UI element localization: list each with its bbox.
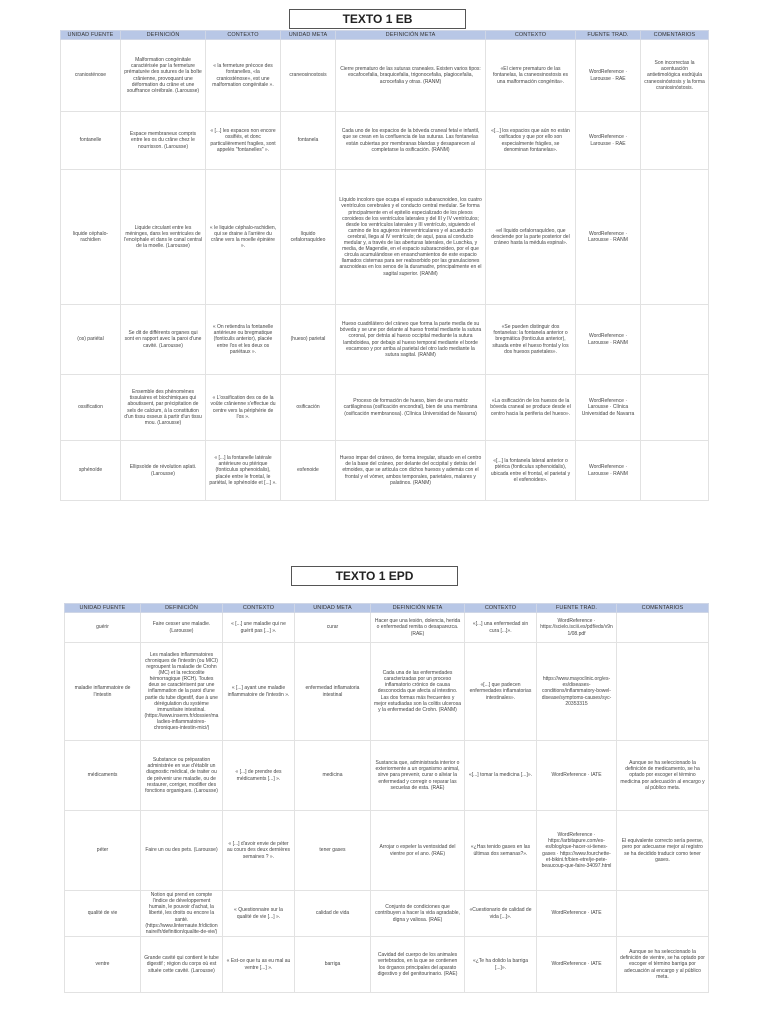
comments-cell bbox=[641, 305, 709, 375]
translation-sources-cell: WordReference · IATE bbox=[537, 891, 617, 937]
table-row bbox=[65, 613, 709, 643]
table1-header-row bbox=[61, 31, 709, 40]
comments-cell: Son incorrectas la acentuación antietimológica esdrújula craneosinóstosis y la forma craniosinóstosis. bbox=[641, 40, 709, 112]
source-unit-cell: fontanelle bbox=[61, 112, 121, 170]
comments-cell bbox=[641, 441, 709, 501]
source-unit-cell: sphénoïde bbox=[61, 441, 121, 501]
target-definition-cell: Hacer que una lesión, dolencia, herida o enfermedad remita o desaparezca. (RAE) bbox=[371, 613, 465, 643]
source-unit-cell: craniosténose bbox=[61, 40, 121, 112]
table-row bbox=[61, 375, 709, 441]
header-cell: DEFINICIÓN META bbox=[336, 31, 486, 40]
table-row bbox=[65, 643, 709, 741]
source-context-cell: « [...] la fontanelle latérale antérieure ou ptérique (fonticulus sphenoidalis), placée entre le frontal, le pariétal, le sphénoïde et [...] ». bbox=[206, 441, 281, 501]
header-cell: COMENTARIOS bbox=[641, 31, 709, 40]
translation-sources-cell: WordReference · https://scielo.isciii.es/pdf/eds/v9n1/08.pdf bbox=[537, 613, 617, 643]
target-unit-cell: craneosinostosis bbox=[281, 40, 336, 112]
source-unit-cell: maladie inflammatoire de l'intestin bbox=[65, 643, 141, 741]
table-row bbox=[65, 741, 709, 811]
table2 bbox=[64, 603, 709, 993]
table-row bbox=[61, 40, 709, 112]
target-definition-cell: Cada uno de los espacios de la bóveda craneal fetal e infantil, que se crean en la confluencia de las suturas. Las fontanelas están cubiertas por membranas blandas y desaparecen al completarse la osificación. (RANM) bbox=[336, 112, 486, 170]
translation-sources-cell: WordReference · https://arbitapure.com/es-es/blog/que-hacer-si-tienes-gases · https://www.fourchette-et-bikini.fr/bien-etre/je-pete-beaucoup-que-faire-34097.html bbox=[537, 811, 617, 891]
source-unit-cell: qualité de vie bbox=[65, 891, 141, 937]
comments-cell bbox=[641, 170, 709, 305]
header-cell: CONTEXTO bbox=[465, 604, 537, 613]
source-context-cell: « [...] une maladie qui ne guérit pas [...] ». bbox=[223, 613, 295, 643]
source-unit-cell: guérir bbox=[65, 613, 141, 643]
translation-sources-cell: WordReference · IATE bbox=[537, 937, 617, 993]
target-definition-cell: Cierre prematuro de las suturas craneales. Existen varios tipos: escafocefalia, braquicefalia, trigonocefalia, plagiocefalia, acrocefalia y otras. (RANM) bbox=[336, 40, 486, 112]
header-cell: FUENTE TRAD. bbox=[576, 31, 641, 40]
source-unit-cell: liquide céphalo-rachidien bbox=[61, 170, 121, 305]
source-definition-cell: Se dit de différents organes qui sont en rapport avec la paroi d'une cavité. (Larousse) bbox=[121, 305, 206, 375]
comments-cell bbox=[617, 891, 709, 937]
header-cell: FUENTE TRAD. bbox=[537, 604, 617, 613]
target-unit-cell: fontanela bbox=[281, 112, 336, 170]
header-cell: CONTEXTO bbox=[486, 31, 576, 40]
source-unit-cell: ossification bbox=[61, 375, 121, 441]
table-row bbox=[61, 170, 709, 305]
source-context-cell: « [...] ayant une maladie inflammatoire de l'intestin ». bbox=[223, 643, 295, 741]
header-cell: UNIDAD META bbox=[295, 604, 371, 613]
source-context-cell: « Questionnaire sur la qualité de vie [...] ». bbox=[223, 891, 295, 937]
header-cell: DEFINICIÓN bbox=[141, 604, 223, 613]
table-row bbox=[61, 441, 709, 501]
translation-sources-cell: WordReference · Larousse · RANM bbox=[576, 441, 641, 501]
target-unit-cell: osificación bbox=[281, 375, 336, 441]
table-row bbox=[65, 891, 709, 937]
target-definition-cell: Proceso de formación de hueso, bien de una matriz cartilaginosa (osificación encondral), bien de una membrana (osificación membranosa). (Clínica Universidad de Navarra) bbox=[336, 375, 486, 441]
source-unit-cell: médicaments bbox=[65, 741, 141, 811]
header-cell: UNIDAD FUENTE bbox=[65, 604, 141, 613]
target-context-cell: «el líquido cefalorraquídeo, que desciende por la parte posterior del cráneo hasta la médula espinal». bbox=[486, 170, 576, 305]
target-unit-cell: tener gases bbox=[295, 811, 371, 891]
target-definition-cell: Cada una de las enfermedades caracterizadas por un proceso inflamatorio crónico de causa desconocida que afecta al intestino. Las dos formas más frecuentes y mejor estudiadas son la colitis ulcerosa y la enfermedad de Crohn. (RANM) bbox=[371, 643, 465, 741]
translation-sources-cell: WordReference · Larousse · Clínica Universidad de Navarra bbox=[576, 375, 641, 441]
comments-cell: Aunque se ha seleccionado la definición de medicamento, se ha optado por escoger el término medicina por adecuación al encargo y al público meta. bbox=[617, 741, 709, 811]
target-context-cell: «[...] tomar la medicina [...]». bbox=[465, 741, 537, 811]
translation-sources-cell: WordReference · Larousse · RANM bbox=[576, 170, 641, 305]
header-cell: CONTEXTO bbox=[223, 604, 295, 613]
source-definition-cell: Notion qui prend en compte l'indice de développement humain, le pouvoir d'achat, la liberté, les droits ou encore la santé. (https://www.linternaute.fr/dictionnaire/fr/definition/qualite-de-vie/) bbox=[141, 891, 223, 937]
table1 bbox=[60, 30, 709, 501]
translation-sources-cell: WordReference · Larousse · RANM bbox=[576, 305, 641, 375]
source-context-cell: « Est-ce que tu as eu mal au ventre [...] ». bbox=[223, 937, 295, 993]
comments-cell bbox=[641, 375, 709, 441]
source-definition-cell: Ensemble des phénomènes tissulaires et biochimiques qui aboutissent, par précipitation de sels de calcium, à la constitution d'un tissu osseux à partir d'un tissu mou. (Larousse) bbox=[121, 375, 206, 441]
source-context-cell: « [...] de prendre des médicaments [...] ». bbox=[223, 741, 295, 811]
target-definition-cell: Arrojar o expeler la ventosidad del vientre por el ano. (RAE) bbox=[371, 811, 465, 891]
source-context-cell: « On retiendra la fontanelle antérieure ou bregmatique (fonticulis anterior), placée entre l'os et les deux os pariétaux ». bbox=[206, 305, 281, 375]
table-row bbox=[61, 112, 709, 170]
target-unit-cell: líquido cefalorraquídeo bbox=[281, 170, 336, 305]
source-context-cell: « la fermeture précoce des fontanelles, «la craniosténose», est une malformation congénitale ». bbox=[206, 40, 281, 112]
target-context-cell: «¿Te ha dolido la barriga [...]». bbox=[465, 937, 537, 993]
source-context-cell: « [...] d'avoir envie de péter au cours des deux dernières semaines ? ». bbox=[223, 811, 295, 891]
comments-cell bbox=[617, 643, 709, 741]
target-context-cell: «Se pueden distinguir dos fontanelas: la fontanela anterior o bregmática (fonticulus anterior), situada entre el hueso frontal y los dos huesos parietales». bbox=[486, 305, 576, 375]
translation-sources-cell: WordReference · IATE bbox=[537, 741, 617, 811]
target-definition-cell: Cavidad del cuerpo de los animales vertebrados, en la que se contienen los órganos principales del aparato digestivo y del genitourinario. (RAE) bbox=[371, 937, 465, 993]
comments-cell: Aunque se ha seleccionado la definición de vientre, se ha optado por escoger el término barriga por adecuación al encargo y al público meta. bbox=[617, 937, 709, 993]
header-cell: CONTEXTO bbox=[206, 31, 281, 40]
target-unit-cell: calidad de vida bbox=[295, 891, 371, 937]
source-definition-cell: Espace membraneux compris entre les os du crâne chez le nourrisson. (Larousse) bbox=[121, 112, 206, 170]
header-cell: UNIDAD META bbox=[281, 31, 336, 40]
comments-cell bbox=[641, 112, 709, 170]
source-unit-cell: péter bbox=[65, 811, 141, 891]
source-definition-cell: Faire cesser une maladie. (Larousse) bbox=[141, 613, 223, 643]
target-context-cell: «El cierre prematuro de las fontanelas, la craneosinostosis es una malformación congénita». bbox=[486, 40, 576, 112]
source-context-cell: « [...] les espaces non encore ossifiés, et donc particulièrement fragiles, sont appelés "fontanelles" ». bbox=[206, 112, 281, 170]
translation-sources-cell: https://www.mayoclinic.org/es-es/diseases-conditions/inflammatory-bowel-disease/symptoms-causes/syc-20353315 bbox=[537, 643, 617, 741]
target-unit-cell: barriga bbox=[295, 937, 371, 993]
target-context-cell: «¿Has tenido gases en las últimas dos semanas?». bbox=[465, 811, 537, 891]
target-unit-cell: esfenoide bbox=[281, 441, 336, 501]
target-unit-cell: enfermedad inflamatoria intestinal bbox=[295, 643, 371, 741]
source-definition-cell: Les maladies inflammatoires chroniques de l'intestin (ou MICI) regroupent la maladie de Crohn (MC) et la rectocolite hémorragique (RCH). Toutes deux se caractérisent par une inflammation de la paroi d'une partie du tube digestif, due à une dérégulation du système immunitaire intestinal. (https://www.inserm.fr/dossier/maladies-inflammatoires-chroniques-intestin-mici/) bbox=[141, 643, 223, 741]
target-unit-cell: medicina bbox=[295, 741, 371, 811]
table-row bbox=[61, 305, 709, 375]
target-context-cell: «La osificación de los huesos de la bóveda craneal se produce desde el centro hacia la periferia del hueso». bbox=[486, 375, 576, 441]
target-definition-cell: Líquido incoloro que ocupa el espacio subaracnoideo, los cuatro ventrículos cerebrales y el conducto central medular. Se forma principalmente en el epitelio especializado de los plexos coroideos de los ventrículos laterales y del III y IV ventrículos; desde los ventrículos laterales y III ventrículo, siguiendo el camino de los agujeros interventriculares y el acueducto cerebral, llega al IV ventrículo; de aquí, pasa al conducto medular y, a través de las aberturas laterales, de Luschka, y media, de Magendie, en el espacio subaracnoideo, por el que circula acumulándose en ensanchamientos de este espacio llamados cisternas para ser reabsorbido por las granulaciones aracnoideas en los senos de la duramadre, principalmente en el sagital superior. (RANM) bbox=[336, 170, 486, 305]
target-context-cell: «[...] que padecen enfermedades inflamatorias intestinales». bbox=[465, 643, 537, 741]
target-unit-cell: (hueso) parietal bbox=[281, 305, 336, 375]
target-definition-cell: Hueso cuadrilátero del cráneo que forma la parte media de su bóveda y se une por delante al hueso frontal mediante la sutura coronal, por detrás al hueso occipital mediante la sutura lambdoidea, por debajo al hueso temporal mediante el borde escamoso y por arriba al parietal del otro lado mediante la sutura sagital. (RANM) bbox=[336, 305, 486, 375]
header-cell: DEFINICIÓN META bbox=[371, 604, 465, 613]
source-unit-cell: (os) pariétal bbox=[61, 305, 121, 375]
source-context-cell: « L'ossification des os de la voûte crânienne s'effectue du centre vers la périphérie de l'os ». bbox=[206, 375, 281, 441]
table2-header-row bbox=[65, 604, 709, 613]
target-definition-cell: Conjunto de condiciones que contribuyen a hacer la vida agradable, digna y valiosa. (RAE) bbox=[371, 891, 465, 937]
table-row bbox=[65, 811, 709, 891]
header-cell: UNIDAD FUENTE bbox=[61, 31, 121, 40]
source-context-cell: « le liquide céphalo-rachidien, qui se draine à l'arrière du crâne vers la moelle épinière ». bbox=[206, 170, 281, 305]
source-definition-cell: Substance ou préparation administrée en vue d'établir un diagnostic médical, de traiter ou de prévenir une maladie, ou de restaurer, corriger, modifier des fonctions organiques. (Larousse) bbox=[141, 741, 223, 811]
source-definition-cell: Malformation congénitale caractérisée par la fermeture prématurée des sutures de la boîte crânienne, provoquant une déformation du crâne et une souffrance cérébrale. (Larousse) bbox=[121, 40, 206, 112]
table-row bbox=[65, 937, 709, 993]
target-definition-cell: Sustancia que, administrada interior o exteriormente a un organismo animal, sirve para prevenir, curar o aliviar la enfermedad y corregir o reparar las secuelas de esta. (RAE) bbox=[371, 741, 465, 811]
comments-cell: El equivalente correcto sería peerse, pero por adecuarse mejor al registro se ha decidido traducir como tener gases. bbox=[617, 811, 709, 891]
translation-sources-cell: WordReference · Larousse · RAE bbox=[576, 112, 641, 170]
source-definition-cell: Liquide circulant entre les méninges, dans les ventricules de l'encéphale et dans le canal central de la moelle. (Larousse) bbox=[121, 170, 206, 305]
target-context-cell: «[...] la fontanela lateral anterior o ptérica (fonticulus sphenoidalis), ubicada entre el frontal, el parietal y el esfenoides». bbox=[486, 441, 576, 501]
comments-cell bbox=[617, 613, 709, 643]
source-definition-cell: Faire un ou des pets. (Larousse) bbox=[141, 811, 223, 891]
source-definition-cell: Grande cavité qui contient le tube digestif ; région du corps où est située cette cavité. (Larousse) bbox=[141, 937, 223, 993]
source-definition-cell: Ellipsoïde de révolution aplati. (Larousse) bbox=[121, 441, 206, 501]
table2-title: TEXTO 1 EPD bbox=[291, 566, 458, 586]
header-cell: COMENTARIOS bbox=[617, 604, 709, 613]
source-unit-cell: ventre bbox=[65, 937, 141, 993]
header-cell: DEFINICIÓN bbox=[121, 31, 206, 40]
translation-sources-cell: WordReference · Larousse · RAE bbox=[576, 40, 641, 112]
target-context-cell: «Cuestionario de calidad de vida [...]». bbox=[465, 891, 537, 937]
target-unit-cell: curar bbox=[295, 613, 371, 643]
table1-title: TEXTO 1 EB bbox=[289, 9, 466, 29]
target-context-cell: «[...] una enfermedad sin cura [...]». bbox=[465, 613, 537, 643]
target-definition-cell: Hueso impar del cráneo, de forma irregular, situado en el centro de la base del cráneo, por delante del occipital y detrás del etmoides, que se articula con dichos huesos y además con el frontal y el vómer, ambos temporales, parietales, malares y palatinos. (RANM) bbox=[336, 441, 486, 501]
target-context-cell: «[...] los espacios que aún no están osificados y que por ello son especialmente frágiles, se denominan fontanelas». bbox=[486, 112, 576, 170]
